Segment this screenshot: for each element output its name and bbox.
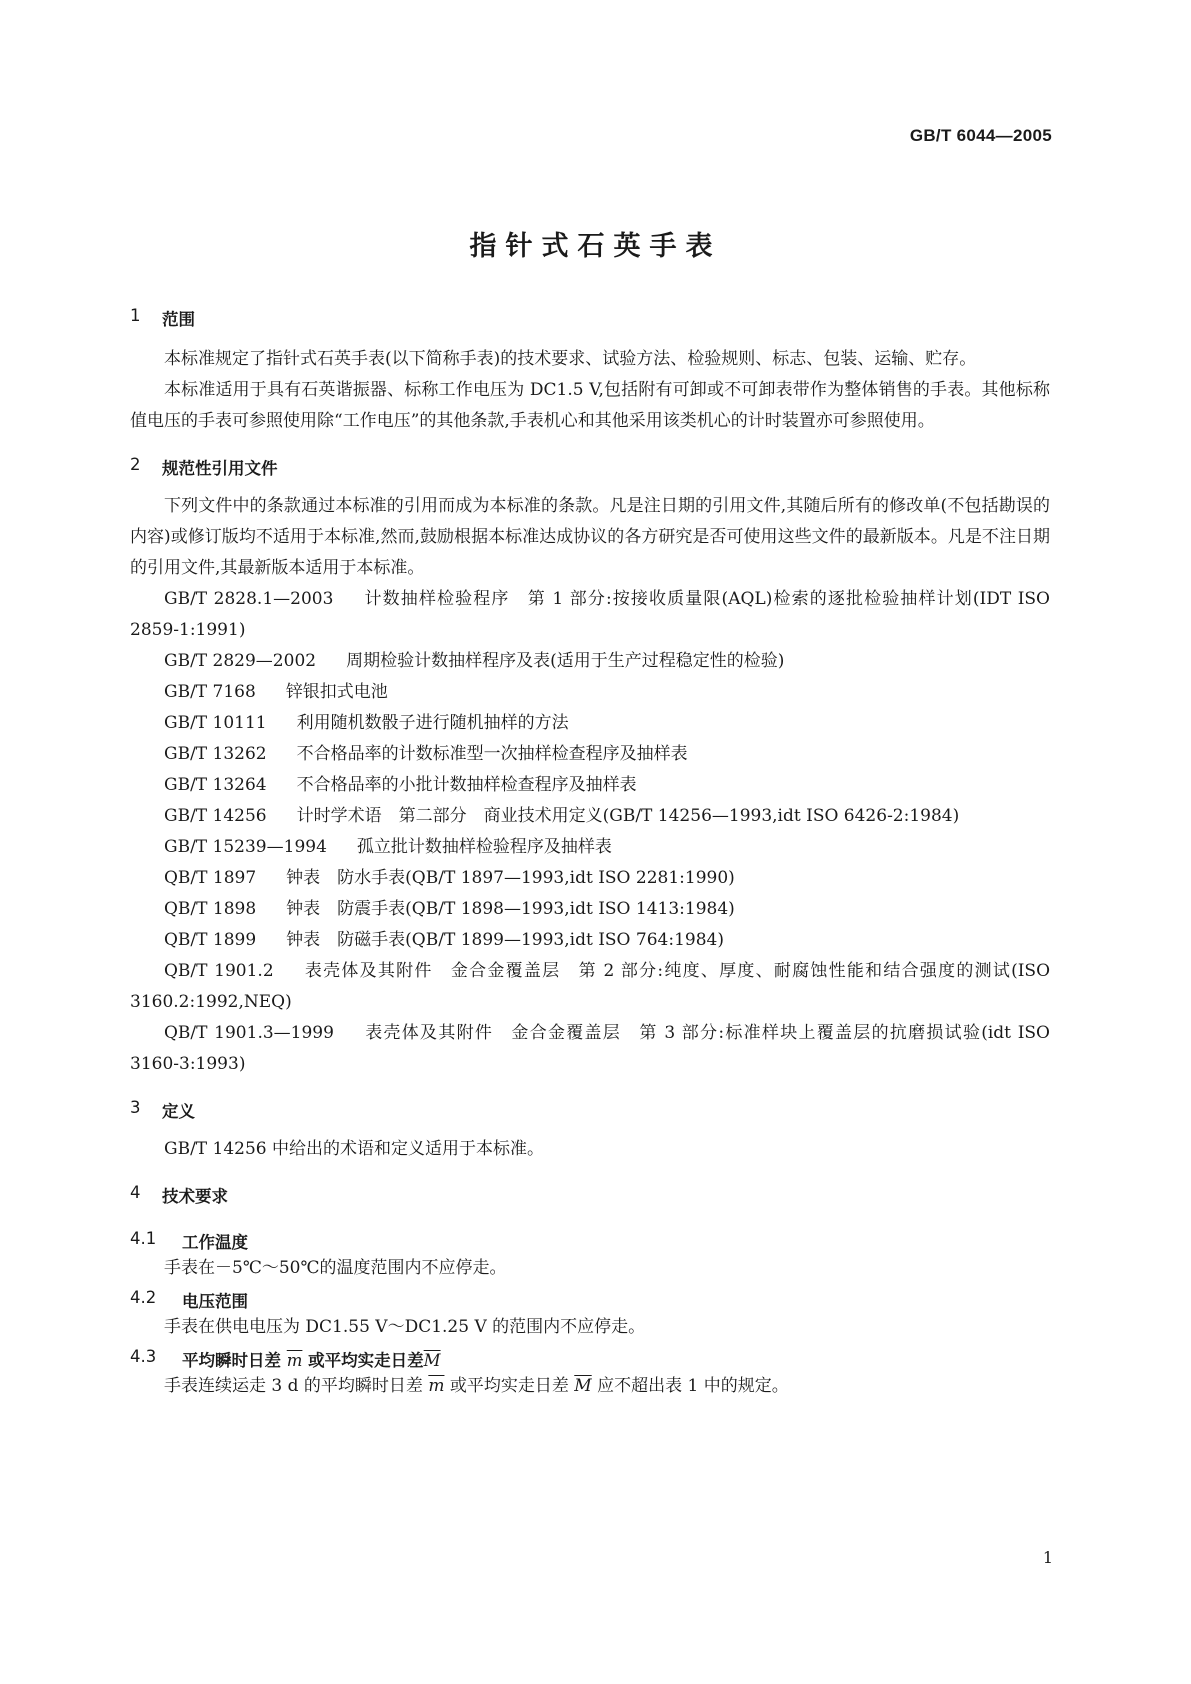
document-body: [130, 306, 1051, 1402]
symbol-M-bar: $\overline{M}$: [423, 1351, 441, 1370]
section-title: 电压范围: [182, 1292, 248, 1311]
reference-code: GB/T 13264: [164, 775, 267, 795]
section-1-para-1: 本标准规定了指针式石英手表(以下简称手表)的技术要求、试验方法、检验规则、标志、包装、运输、贮存。: [164, 349, 977, 369]
section-title: 技术要求: [162, 1187, 228, 1206]
reference-title: 周期检验计数抽样程序及表(适用于生产过程稳定性的检验): [346, 651, 785, 671]
reference-item: [130, 832, 1050, 863]
section-2-intro: 下列文件中的条款通过本标准的引用而成为本标准的条款。凡是注日期的引用文件,其随后所有的修改单(不包括勘误的内容)或修订版均不适用于本标准,然而,鼓励根据本标准达成协议的各方研究是否可使用这些文件的最新版本。凡是不注日期的引用文件,其最新版本适用于本标准。: [130, 496, 1050, 578]
section-title: 范围: [162, 310, 195, 329]
section-title: 规范性引用文件: [162, 459, 278, 478]
reference-code: GB/T 2828.1—2003: [164, 589, 334, 609]
reference-code: GB/T 10111: [164, 713, 267, 733]
page-number: 1: [1042, 1548, 1053, 1567]
reference-code: GB/T 15239—1994: [164, 837, 327, 857]
section-number: 4.1: [130, 1229, 157, 1248]
reference-item: [130, 739, 1050, 770]
section-title-part: 或平均实走日差: [308, 1351, 424, 1370]
reference-title: 计数抽样检验程序 第 1 部分:按接收质量限(AQL)检索的逐批检验抽样计划(IDT ISO 2859-1:1991): [130, 589, 1050, 640]
section-title: 工作温度: [182, 1233, 248, 1252]
reference-title: 钟表 防水手表(QB/T 1897—1993,idt ISO 2281:1990): [286, 868, 735, 888]
reference-item: [130, 646, 1050, 677]
reference-item: [130, 584, 1050, 646]
reference-item: [130, 925, 1050, 956]
reference-code: GB/T 13262: [164, 744, 267, 764]
symbol-M-bar: $\overline{M}$: [574, 1376, 592, 1396]
section-4-1-heading: [130, 1229, 1050, 1253]
reference-code: QB/T 1901.3—1999: [164, 1023, 334, 1043]
section-number: 3: [130, 1098, 141, 1117]
section-number: 1: [130, 306, 141, 325]
reference-code: GB/T 2829—2002: [164, 651, 317, 671]
reference-title: 孤立批计数抽样检验程序及抽样表: [356, 837, 612, 857]
reference-title: 利用随机数骰子进行随机抽样的方法: [296, 713, 569, 733]
reference-title: 锌银扣式电池: [285, 682, 388, 702]
section-title-part: 平均瞬时日差: [182, 1351, 281, 1370]
reference-code: QB/T 1899: [164, 930, 257, 950]
para-part: 应不超出表 1 中的规定。: [597, 1376, 789, 1396]
reference-code: QB/T 1901.2: [164, 961, 274, 981]
reference-code: QB/T 1898: [164, 899, 257, 919]
section-4-2-para: 手表在供电电压为 DC1.55 V～DC1.25 V 的范围内不应停走。: [164, 1317, 646, 1337]
section-2-heading: [130, 455, 1050, 479]
section-1-para-2: 本标准适用于具有石英谐振器、标称工作电压为 DC1.5 V,包括附有可卸或不可卸表带作为整体销售的手表。其他标称值电压的手表可参照使用除“工作电压”的其他条款,手表机心和其他采用该类机心的计时装置亦可参照使用。: [130, 380, 1050, 431]
symbol-m-bar: $\overline{m}$: [286, 1351, 303, 1370]
section-4-heading: [130, 1183, 1050, 1207]
section-title: [182, 1347, 441, 1371]
para-part: 或平均实走日差: [449, 1376, 569, 1396]
reference-title: 不合格品率的计数标准型一次抽样检查程序及抽样表: [296, 744, 688, 764]
section-4-3-heading: [130, 1347, 1050, 1371]
standard-code: GB/T 6044—2005: [909, 126, 1052, 145]
reference-title: 不合格品率的小批计数抽样检查程序及抽样表: [296, 775, 637, 795]
section-number: 2: [130, 455, 141, 474]
reference-item: [130, 863, 1050, 894]
reference-title: 钟表 防磁手表(QB/T 1899—1993,idt ISO 764:1984): [286, 930, 724, 950]
reference-title: 钟表 防震手表(QB/T 1898—1993,idt ISO 1413:1984): [286, 899, 735, 919]
reference-item: [130, 801, 1050, 832]
section-number: 4.2: [130, 1288, 157, 1307]
reference-code: GB/T 14256: [164, 806, 267, 826]
reference-item: [130, 894, 1050, 925]
section-title: 定义: [162, 1102, 195, 1121]
section-4-1-para: 手表在－5℃～50℃的温度范围内不应停走。: [164, 1258, 507, 1278]
document-title: 指针式石英手表: [469, 231, 722, 262]
reference-title: 表壳体及其附件 金合金覆盖层 第 3 部分:标准样块上覆盖层的抗磨损试验(idt ISO 3160-3:1993): [130, 1023, 1050, 1074]
para-part: 手表连续运走 3 d 的平均瞬时日差: [164, 1376, 423, 1396]
reference-title: 表壳体及其附件 金合金覆盖层 第 2 部分:纯度、厚度、耐腐蚀性能和结合强度的测试(ISO 3160.2:1992,NEQ): [130, 961, 1051, 1012]
section-4-2-heading: [130, 1288, 1050, 1312]
section-number: 4: [130, 1183, 141, 1202]
reference-item: [130, 1018, 1050, 1080]
section-3-para: GB/T 14256 中给出的术语和定义适用于本标准。: [164, 1139, 545, 1159]
section-1-heading: [130, 306, 1050, 330]
reference-item: [130, 708, 1050, 739]
reference-code: GB/T 7168: [164, 682, 256, 702]
section-4-3-para: [130, 1371, 1050, 1402]
reference-code: QB/T 1897: [164, 868, 257, 888]
section-number: 4.3: [130, 1347, 157, 1366]
section-3-heading: [130, 1098, 1050, 1122]
reference-title: 计时学术语 第二部分 商业技术用定义(GB/T 14256—1993,idt ISO 6426-2:1984): [296, 806, 960, 826]
reference-item: [130, 770, 1050, 801]
symbol-m-bar: $\overline{m}$: [428, 1376, 445, 1396]
reference-item: [130, 677, 1050, 708]
reference-item: [130, 956, 1050, 1018]
